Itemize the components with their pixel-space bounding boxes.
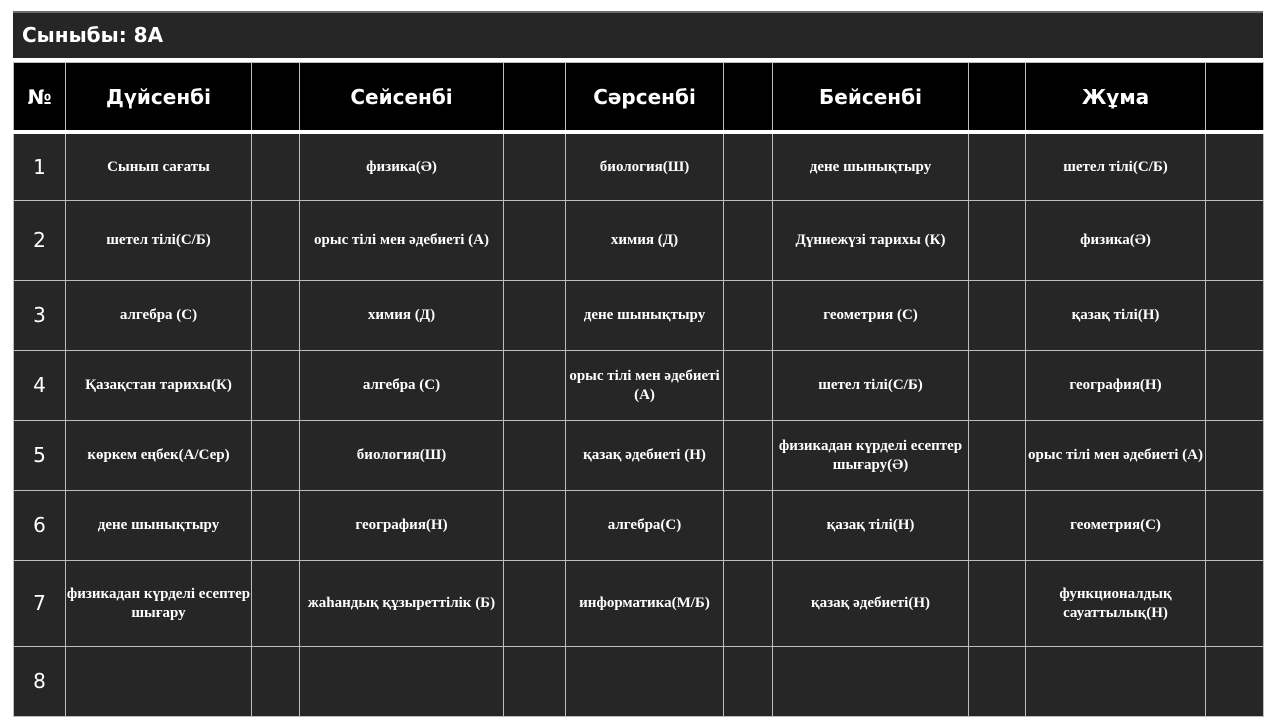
cell-spacer: [504, 491, 566, 561]
cell-spacer: [969, 132, 1026, 201]
cell-spacer: [252, 132, 300, 201]
cell-spacer: [969, 491, 1026, 561]
cell-monday: Қазақстан тарихы(К): [66, 351, 252, 421]
header-spacer: [1206, 63, 1264, 133]
cell-spacer: [252, 201, 300, 281]
table-row: [14, 561, 1264, 647]
cell-monday: көркем еңбек(А/Сер): [66, 421, 252, 491]
cell-spacer: [504, 421, 566, 491]
cell-spacer: [724, 132, 773, 201]
cell-thursday: геометрия (С): [773, 281, 969, 351]
cell-spacer: [969, 647, 1026, 717]
cell-spacer: [504, 281, 566, 351]
cell-tuesday: [300, 647, 504, 717]
cell-tuesday: жаһандық құзыреттілік (Б): [300, 561, 504, 647]
cell-thursday: шетел тілі(С/Б): [773, 351, 969, 421]
cell-spacer: [969, 561, 1026, 647]
cell-thursday: физикадан күрделі есептер шығару(Ә): [773, 421, 969, 491]
cell-spacer: [724, 351, 773, 421]
cell-tuesday: география(Н): [300, 491, 504, 561]
cell-thursday: қазақ тілі(Н): [773, 491, 969, 561]
cell-monday: [66, 647, 252, 717]
cell-monday: алгебра (С): [66, 281, 252, 351]
cell-wednesday: информатика(М/Б): [566, 561, 724, 647]
header-wednesday: Сәрсенбі: [566, 63, 724, 133]
header-tuesday: Сейсенбі: [300, 63, 504, 133]
cell-spacer: [252, 561, 300, 647]
cell-wednesday: алгебра(С): [566, 491, 724, 561]
cell-friday: [1026, 647, 1206, 717]
cell-spacer: [1206, 351, 1264, 421]
lesson-number: 1: [14, 132, 66, 201]
schedule-table: [13, 62, 1264, 717]
cell-spacer: [504, 351, 566, 421]
cell-spacer: [969, 201, 1026, 281]
cell-spacer: [504, 561, 566, 647]
cell-spacer: [1206, 132, 1264, 201]
cell-spacer: [1206, 201, 1264, 281]
cell-tuesday: орыс тілі мен әдебиеті (А): [300, 201, 504, 281]
table-row: [14, 281, 1264, 351]
lesson-number: 6: [14, 491, 66, 561]
lesson-number: 3: [14, 281, 66, 351]
cell-thursday: [773, 647, 969, 717]
table-row: [14, 351, 1264, 421]
cell-monday: физикадан күрделі есептер шығару: [66, 561, 252, 647]
class-title: Сыныбы: 8А: [13, 11, 1263, 58]
cell-monday: дене шынықтыру: [66, 491, 252, 561]
table-row: [14, 647, 1264, 717]
header-friday: Жұма: [1026, 63, 1206, 133]
cell-wednesday: орыс тілі мен әдебиеті (А): [566, 351, 724, 421]
cell-spacer: [1206, 281, 1264, 351]
lesson-number: 4: [14, 351, 66, 421]
table-row: [14, 201, 1264, 281]
cell-friday: геометрия(С): [1026, 491, 1206, 561]
cell-spacer: [252, 647, 300, 717]
cell-spacer: [724, 491, 773, 561]
cell-spacer: [969, 351, 1026, 421]
header-spacer: [969, 63, 1026, 133]
cell-spacer: [724, 421, 773, 491]
cell-spacer: [1206, 421, 1264, 491]
cell-tuesday: алгебра (С): [300, 351, 504, 421]
cell-tuesday: химия (Д): [300, 281, 504, 351]
table-row: [14, 132, 1264, 201]
cell-spacer: [969, 281, 1026, 351]
cell-thursday: қазақ әдебиеті(Н): [773, 561, 969, 647]
cell-wednesday: химия (Д): [566, 201, 724, 281]
header-spacer: [724, 63, 773, 133]
lesson-number: 2: [14, 201, 66, 281]
cell-spacer: [504, 201, 566, 281]
cell-friday: қазақ тілі(Н): [1026, 281, 1206, 351]
cell-spacer: [969, 421, 1026, 491]
header-spacer: [252, 63, 300, 133]
cell-thursday: Дүниежүзі тарихы (К): [773, 201, 969, 281]
cell-friday: шетел тілі(С/Б): [1026, 132, 1206, 201]
cell-wednesday: [566, 647, 724, 717]
cell-thursday: дене шынықтыру: [773, 132, 969, 201]
cell-spacer: [724, 281, 773, 351]
cell-monday: шетел тілі(С/Б): [66, 201, 252, 281]
cell-spacer: [724, 201, 773, 281]
cell-spacer: [252, 491, 300, 561]
header-row: [14, 63, 1264, 133]
table-row: [14, 421, 1264, 491]
header-spacer: [504, 63, 566, 133]
header-monday: Дүйсенбі: [66, 63, 252, 133]
cell-spacer: [724, 561, 773, 647]
cell-wednesday: қазақ әдебиеті (Н): [566, 421, 724, 491]
cell-spacer: [504, 132, 566, 201]
cell-friday: физика(Ә): [1026, 201, 1206, 281]
cell-tuesday: физика(Ә): [300, 132, 504, 201]
cell-spacer: [252, 421, 300, 491]
cell-spacer: [252, 281, 300, 351]
header-thursday: Бейсенбі: [773, 63, 969, 133]
header-number: №: [14, 63, 66, 133]
cell-spacer: [252, 351, 300, 421]
cell-spacer: [1206, 647, 1264, 717]
cell-spacer: [1206, 561, 1264, 647]
cell-spacer: [1206, 491, 1264, 561]
cell-friday: география(Н): [1026, 351, 1206, 421]
cell-monday: Сынып сағаты: [66, 132, 252, 201]
lesson-number: 7: [14, 561, 66, 647]
cell-friday: орыс тілі мен әдебиеті (А): [1026, 421, 1206, 491]
cell-tuesday: биология(Ш): [300, 421, 504, 491]
lesson-number: 5: [14, 421, 66, 491]
cell-wednesday: дене шынықтыру: [566, 281, 724, 351]
cell-wednesday: биология(Ш): [566, 132, 724, 201]
cell-spacer: [724, 647, 773, 717]
table-row: [14, 491, 1264, 561]
cell-friday: функционалдық сауаттылық(Н): [1026, 561, 1206, 647]
cell-spacer: [504, 647, 566, 717]
lesson-number: 8: [14, 647, 66, 717]
